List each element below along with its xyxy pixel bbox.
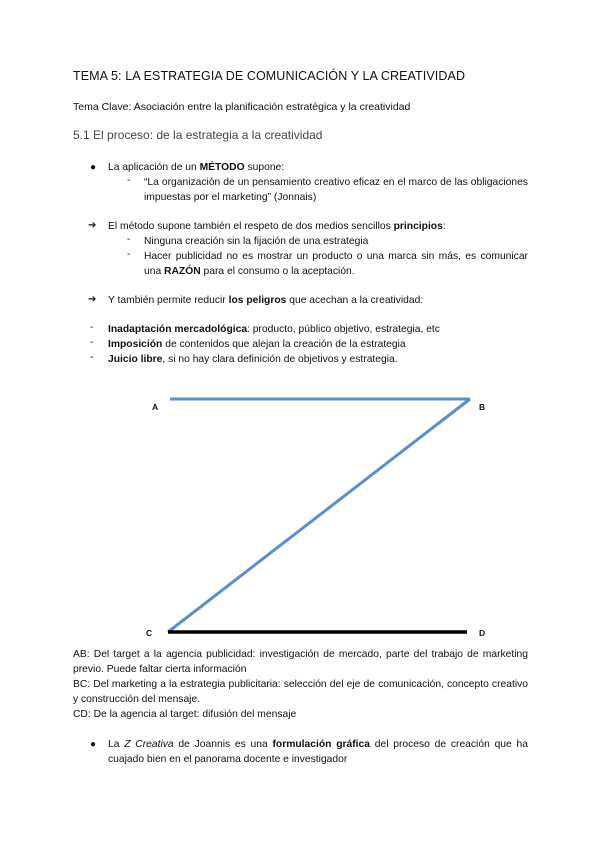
metodo-quote: “La organización de un pensamiento creativo eficaz en el marco de las obligaciones impuestas por el marketing” (Jonnais) bbox=[144, 177, 528, 203]
dash-icon: - bbox=[90, 352, 94, 363]
principio-item: Ninguna creación sin la fijación de una estrategia bbox=[144, 236, 369, 247]
peligro-item: Imposición de contenidos que alejan la creación de la estrategia bbox=[108, 339, 406, 350]
principios-intro: El método supone también el respeto de dos medios sencillos principios: bbox=[108, 221, 446, 232]
explanation-bc: BC: Del marketing a la estrategia publicitaria: selección del eje de comunicación, concepto creativo y construcción del mensaje. bbox=[73, 679, 528, 705]
metodo-intro: La aplicación de un MÉTODO supone: bbox=[108, 162, 285, 173]
line-bc bbox=[168, 399, 470, 632]
peligro-item: Inadaptación mercadológica: producto, público objetivo, estrategia, etc bbox=[108, 324, 440, 335]
principio-item: Hacer publicidad no es mostrar un producto o una marca sin más, es comunicar una RAZÓN para el consumo o la aceptación. bbox=[144, 251, 528, 277]
point-d-label: D bbox=[479, 628, 486, 638]
dash-icon: - bbox=[127, 234, 131, 245]
key-topic: Tema Clave: Asociación entre la planificación estratégica y la creatividad bbox=[73, 101, 411, 113]
point-c-label: C bbox=[146, 628, 153, 638]
dash-icon: - bbox=[90, 337, 94, 348]
section-heading: 5.1 El proceso: de la estrategia a la creatividad bbox=[73, 128, 323, 142]
peligro-item: Juicio libre, si no hay clara definición de objetivos y estrategia. bbox=[108, 354, 398, 365]
dash-icon: - bbox=[90, 322, 94, 333]
bullet-dot-icon: ● bbox=[90, 162, 97, 173]
explanation-ab: AB: Del target a la agencia publicidad: investigación de mercado, parte del trabajo de marketing previo. Puede faltar cierta información bbox=[73, 649, 528, 675]
arrow-icon: ➔ bbox=[88, 294, 97, 305]
point-a-label: A bbox=[152, 402, 159, 412]
explanation-cd: CD: De la agencia al target: difusión del mensaje bbox=[73, 709, 297, 720]
dash-icon: - bbox=[127, 249, 131, 260]
peligros-intro: Y también permite reducir los peligros que acechan a la creatividad: bbox=[108, 295, 424, 306]
bullet-dot-icon: ● bbox=[90, 739, 97, 750]
page-title: TEMA 5: LA ESTRATEGIA DE COMUNICACIÓN Y LA CREATIVIDAD bbox=[73, 69, 466, 83]
dash-icon: - bbox=[127, 175, 131, 186]
point-b-label: B bbox=[479, 402, 486, 412]
z-creativa-note: La Z Creativa de Joannis es una formulación gráfica del proceso de creación que ha cuajado bien en el panorama docente e investigador bbox=[108, 739, 528, 765]
arrow-icon: ➔ bbox=[88, 220, 97, 231]
